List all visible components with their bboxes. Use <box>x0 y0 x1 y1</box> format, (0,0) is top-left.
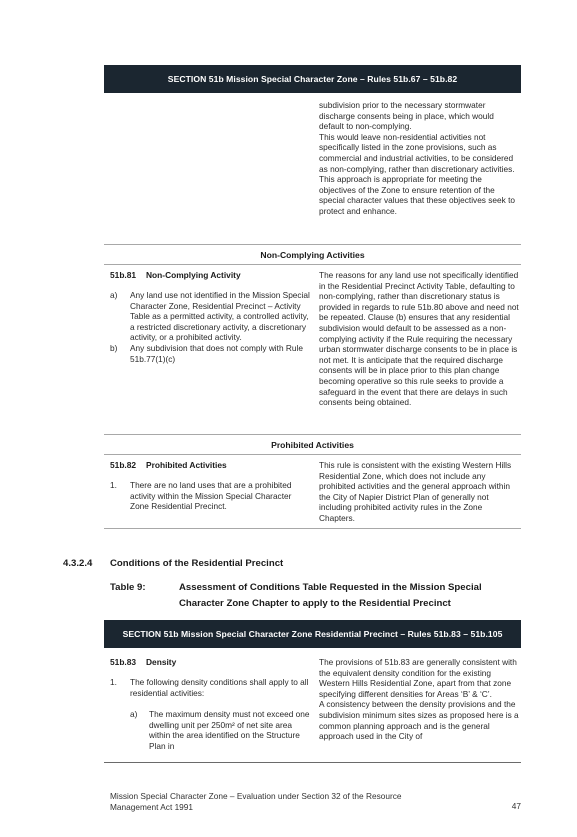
rule-51b83 <box>110 657 310 752</box>
item-marker: a) <box>110 290 118 300</box>
commentary-51b81: The reasons for any land use not specifically identified in the Residential Precinct Activity Table, defaulting to non-complying, rather than discretionary status is provided in regards to rule 51b.80 above and need not be repeated. Clause (b) ensures that any residential subdivision would default to be assessed as a non-complying activity if the Rule requiring the necessary urban stormwater discharge consents to be in place is not met. It is anticipate that the required discharge consents will be in place prior to this plan change becoming operative so this rule seeks to provide a safeguard in the event that there are delays in such consents being obtained. <box>319 270 519 408</box>
footer-line: Mission Special Character Zone – Evaluation under Section 32 of the Resource <box>110 791 402 801</box>
item-marker: b) <box>110 342 118 353</box>
commentary-51b82: This rule is consistent with the existing Western Hills Residential Zone, which does not include any prohibited activities and the general approach within the City of Napier District Plan of generally not including prohibited activity rules in the Zone Chapters. <box>319 460 512 523</box>
rule-item <box>110 290 310 343</box>
rule-name: Prohibited Activities <box>146 460 227 470</box>
section-header-text: SECTION 51b Mission Special Character Zone Residential Precinct – Rules 51b.83 – 51b.105 <box>122 629 503 639</box>
divider <box>104 528 521 529</box>
rule-item <box>110 677 310 698</box>
footer-line: Management Act 1991 <box>110 801 194 812</box>
item-text: There are no land uses that are a prohibited activity within the Mission Special Character Zone Residential Precinct. <box>130 480 292 512</box>
subsection-number: 4.3.2.4 <box>63 558 93 569</box>
rule-51b82 <box>110 460 310 512</box>
commentary-paragraph: This would leave non-residential activities not specifically listed in the zone provisions, such as commercial and industrial activities, to be considered as non-complying, rather than discretionary activities. This approach is appropriate for meeting the objectives of the Zone to ensure retention of the special character values that these objectives seek to protect and enhance. <box>319 131 516 216</box>
table-caption <box>179 580 519 612</box>
rule-number: 51b.82 <box>110 460 137 470</box>
divider <box>104 434 521 435</box>
item-marker: a) <box>130 709 138 720</box>
item-marker: 1. <box>110 677 117 687</box>
rule-title <box>110 657 310 667</box>
rule-name: Density <box>146 657 177 667</box>
item-marker: 1. <box>110 480 117 490</box>
table-label: Table 9: <box>110 582 146 593</box>
footer-text <box>110 791 470 812</box>
footer-divider <box>104 762 521 763</box>
rule-name: Non-Complying Activity <box>146 270 241 280</box>
commentary-51b83 <box>319 657 519 742</box>
rule-51b81 <box>110 270 310 364</box>
rule-number: 51b.83 <box>110 657 137 667</box>
section-header-rules-67-82 <box>104 65 521 93</box>
section-title-non-complying: Non-Complying Activities <box>260 250 365 260</box>
item-text: Any land use not identified in the Mission Special Character Zone, Residential Precinct – Activity Table as a permitted activity, a controlled activity, a restricted discretionary activity, a discretionary activity, or a prohibited activity. <box>130 290 310 343</box>
rule-item <box>110 343 310 364</box>
rule-item <box>110 480 310 512</box>
table-caption-line: Character Zone Chapter to apply to the Residential Precinct <box>179 598 451 609</box>
divider <box>104 454 521 455</box>
section-title-prohibited: Prohibited Activities <box>271 440 354 450</box>
commentary-paragraph: subdivision prior to the necessary stormwater discharge consents being in place, which would default to non-complying. <box>319 100 494 132</box>
continued-commentary <box>319 100 519 217</box>
section-header-text: SECTION 51b Mission Special Character Zone – Rules 51b.67 – 51b.82 <box>167 74 458 84</box>
item-text: Any subdivision that does not comply with Rule 51b.77(1)(c) <box>130 342 303 364</box>
rule-number: 51b.81 <box>110 270 137 280</box>
item-text: The following density conditions shall apply to all residential activities: <box>130 677 309 698</box>
subsection-title: Conditions of the Residential Precinct <box>110 558 284 569</box>
rule-subitem <box>110 709 310 751</box>
section-header-rules-83-105 <box>104 620 521 648</box>
commentary-paragraph: A consistency between the density provisions and the subdivision minimum sites sizes as proposed here is a common planning approach and is the general approach used in the City of <box>319 699 519 742</box>
commentary-paragraph: The provisions of 51b.83 are generally consistent with the equivalent density condition for the existing Western Hills Residential Zone, apart from that zone specifying different densities for Areas ‘B’ & ‘C’. <box>319 657 517 699</box>
rule-title <box>110 270 310 280</box>
page-number: 47 <box>511 801 521 811</box>
rule-title <box>110 460 310 470</box>
item-text: The maximum density must not exceed one dwelling unit per 250m² of net site area within the area identified on the Structure Plan in <box>149 709 310 751</box>
divider <box>104 264 521 265</box>
divider <box>104 244 521 245</box>
table-caption-line: Assessment of Conditions Table Requested in the Mission Special <box>179 582 482 593</box>
